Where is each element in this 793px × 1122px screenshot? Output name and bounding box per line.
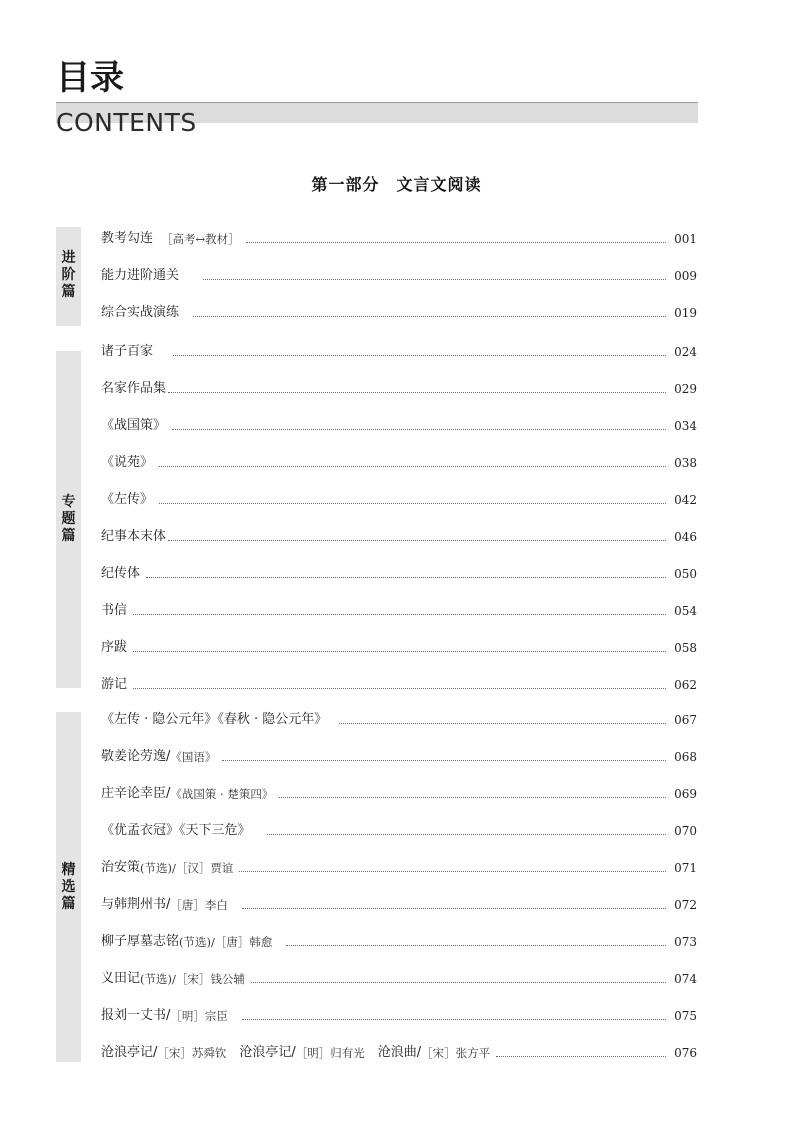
toc-row[interactable]: 《左传 · 隐公元年》《春秋 · 隐公元年》 067 (101, 712, 697, 727)
dot-leader (286, 944, 666, 946)
dot-leader (133, 613, 666, 615)
page-number: 042 (674, 493, 697, 507)
page-number: 076 (674, 1046, 697, 1060)
page-number: 073 (674, 935, 697, 949)
dot-leader (159, 465, 666, 467)
dot-leader (172, 428, 666, 430)
dot-leader (246, 241, 666, 243)
toc-row[interactable]: 综合实战演练 019 (101, 305, 697, 320)
dot-leader (239, 870, 666, 872)
page-number: 050 (674, 567, 697, 581)
contents-title: 目录 (56, 58, 124, 98)
toc-row[interactable]: 敬姜论劳逸/ 《国语》 068 (101, 749, 697, 764)
page-number: 046 (674, 530, 697, 544)
page-number: 019 (674, 306, 697, 320)
toc-row[interactable]: 游记 062 (101, 677, 697, 692)
dot-leader (133, 650, 666, 652)
dot-leader (173, 354, 666, 356)
toc-row[interactable]: 纪事本末体 046 (101, 529, 697, 544)
dot-leader (159, 502, 666, 504)
toc-row[interactable]: 教考勾连 ［高考↔教材］ 001 (101, 231, 697, 246)
page-number: 038 (674, 456, 697, 470)
page-number: 069 (674, 787, 697, 801)
toc-row[interactable]: 义田记 (节选)/［宋］钱公辅 074 (101, 971, 697, 986)
page-number: 072 (674, 898, 697, 912)
toc-row[interactable]: 与韩荆州书/ ［唐］李白 072 (101, 897, 697, 912)
dot-leader (267, 833, 666, 835)
page-number: 071 (674, 861, 697, 875)
toc-row[interactable]: 庄辛论幸臣/ 《战国策 · 楚策四》 069 (101, 786, 697, 801)
page-number: 054 (674, 604, 697, 618)
page-number: 034 (674, 419, 697, 433)
page-number: 001 (674, 232, 697, 246)
page-number: 058 (674, 641, 697, 655)
toc-row[interactable]: 柳子厚墓志铭 (节选)/［唐］韩愈 073 (101, 934, 697, 949)
section-label-selected: 精 选 篇 (61, 862, 76, 912)
page-number: 024 (674, 345, 697, 359)
toc-row[interactable]: 序跋 058 (101, 640, 697, 655)
dot-leader (339, 722, 666, 724)
header-rule (56, 102, 698, 103)
dot-leader (222, 759, 666, 761)
toc-row[interactable]: 《说苑》 038 (101, 455, 697, 470)
dot-leader (242, 1018, 666, 1020)
page-number: 070 (674, 824, 697, 838)
page-number: 068 (674, 750, 697, 764)
toc-row[interactable]: 诸子百家 024 (101, 344, 697, 359)
toc-row[interactable]: 报刘一丈书/ ［明］宗臣 075 (101, 1008, 697, 1023)
dot-leader (242, 907, 666, 909)
page-number: 074 (674, 972, 697, 986)
section-label-advanced: 进 阶 篇 (61, 250, 76, 300)
dot-leader (203, 278, 666, 280)
dot-leader (496, 1055, 666, 1057)
toc-row[interactable]: 书信 054 (101, 603, 697, 618)
toc-row[interactable]: 能力进阶通关 009 (101, 268, 697, 283)
toc-row[interactable]: 《战国策》 034 (101, 418, 697, 433)
page-number: 075 (674, 1009, 697, 1023)
dot-leader (193, 315, 666, 317)
page-number: 029 (674, 382, 697, 396)
section-label-topics: 专 题 篇 (61, 494, 76, 544)
page-number: 062 (674, 678, 697, 692)
dot-leader (279, 796, 666, 798)
toc-row[interactable]: 《左传》 042 (101, 492, 697, 507)
dot-leader (146, 576, 666, 578)
page-number: 009 (674, 269, 697, 283)
toc-row[interactable]: 名家作品集 029 (101, 381, 697, 396)
toc-row[interactable]: 《优孟衣冠》《天下三危》 070 (101, 823, 697, 838)
dot-leader (168, 391, 666, 393)
contents-subtitle: CONTENTS (56, 108, 197, 137)
toc-row[interactable]: 纪传体 050 (101, 566, 697, 581)
page-number: 067 (674, 713, 697, 727)
dot-leader (133, 687, 666, 689)
dot-leader (251, 981, 666, 983)
toc-row[interactable]: 沧浪亭记/ ［宋］苏舜钦 沧浪亭记/ ［明］归有光 沧浪曲/ ［宋］张方平 076 (101, 1045, 697, 1060)
toc-row[interactable]: 治安策 (节选)/［汉］贾谊 071 (101, 860, 697, 875)
part-title: 第一部分 文言文阅读 (311, 175, 482, 194)
dot-leader (168, 539, 666, 541)
